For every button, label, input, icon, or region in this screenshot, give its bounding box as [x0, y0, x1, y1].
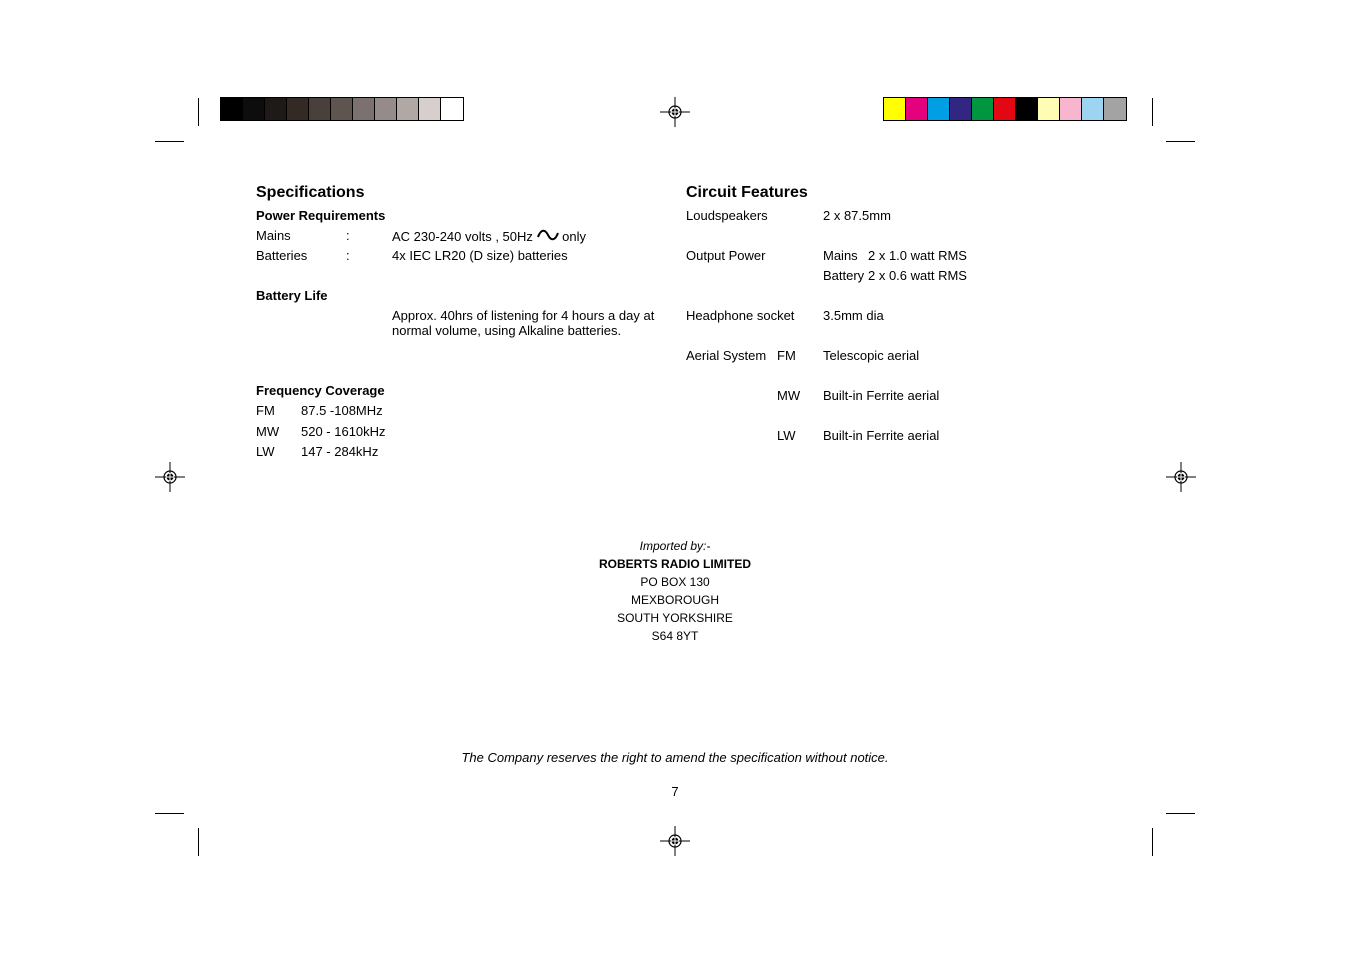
crop-mark-top-left-v — [198, 98, 199, 126]
frequency-range: 87.5 -108MHz — [301, 403, 383, 418]
crop-mark-top-right-v — [1152, 98, 1153, 126]
importer-address-line: SOUTH YORKSHIRE — [617, 611, 733, 625]
aerial-system-label: Aerial System — [686, 348, 767, 363]
output-battery-label: Battery — [823, 268, 865, 283]
color-swatch — [353, 98, 375, 120]
crop-mark-top-right-h — [1166, 141, 1195, 142]
frequency-band: LW — [256, 444, 275, 459]
color-swatch — [950, 98, 972, 120]
color-swatch — [1082, 98, 1104, 120]
batteries-colon: : — [346, 248, 350, 263]
color-swatch — [972, 98, 994, 120]
batteries-label: Batteries — [256, 248, 308, 263]
battery-life-line-2: normal volume, using Alkaline batteries. — [392, 323, 622, 338]
importer-company: ROBERTS RADIO LIMITED — [599, 557, 751, 571]
headphone-socket-value: 3.5mm dia — [823, 308, 884, 323]
registration-mark-icon — [660, 97, 690, 127]
color-swatch — [1104, 98, 1126, 120]
circuit-features-title: Circuit Features — [686, 184, 808, 201]
crop-mark-bottom-right-v — [1152, 828, 1153, 856]
color-swatch — [375, 98, 397, 120]
color-swatch — [1038, 98, 1060, 120]
color-swatch — [928, 98, 950, 120]
disclaimer: The Company reserves the right to amend the specification without notice. — [461, 750, 889, 765]
power-requirements-heading: Power Requirements — [256, 208, 386, 223]
mains-value — [392, 228, 586, 245]
output-mains-value: 2 x 1.0 watt RMS — [868, 248, 967, 263]
color-swatch — [397, 98, 419, 120]
aerial-band: FM — [777, 348, 796, 363]
crop-mark-top-left-h — [155, 141, 184, 142]
importer-address-line: PO BOX 130 — [640, 575, 710, 589]
color-swatch — [419, 98, 441, 120]
crop-mark-bottom-right-h — [1166, 813, 1195, 814]
battery-life-heading: Battery Life — [256, 288, 328, 303]
importer-address-line: S64 8YT — [651, 629, 699, 643]
registration-mark-icon — [660, 826, 690, 856]
headphone-socket-label: Headphone socket — [686, 308, 795, 323]
aerial-band: MW — [777, 388, 801, 403]
aerial-value: Built-in Ferrite aerial — [823, 388, 940, 403]
battery-life-line-1: Approx. 40hrs of listening for 4 hours a day at — [392, 308, 655, 323]
color-swatch — [287, 98, 309, 120]
frequency-band: MW — [256, 424, 280, 439]
mains-only: only — [562, 229, 587, 244]
mains-label: Mains — [256, 228, 291, 243]
frequency-band: FM — [256, 403, 275, 418]
ac-sine-wave-icon — [537, 228, 559, 242]
color-swatch — [994, 98, 1016, 120]
color-swatch — [265, 98, 287, 120]
loudspeakers-value: 2 x 87.5mm — [823, 208, 891, 223]
color-swatch — [331, 98, 353, 120]
loudspeakers-label: Loudspeakers — [686, 208, 768, 223]
aerial-value: Telescopic aerial — [823, 348, 920, 363]
mains-colon: : — [346, 228, 350, 243]
color-swatch-bar — [883, 97, 1127, 121]
aerial-band: LW — [777, 428, 796, 443]
mains-voltage: AC 230-240 volts , 50Hz — [392, 229, 533, 244]
page-number: 7 — [671, 784, 679, 799]
color-swatch — [309, 98, 331, 120]
registration-mark-icon — [1166, 462, 1196, 492]
output-battery-value: 2 x 0.6 watt RMS — [868, 268, 967, 283]
importer-address-line: MEXBOROUGH — [630, 593, 719, 607]
crop-mark-bottom-left-v — [198, 828, 199, 856]
color-swatch — [441, 98, 463, 120]
color-swatch — [906, 98, 928, 120]
batteries-value: 4x IEC LR20 (D size) batteries — [392, 248, 568, 263]
output-power-label: Output Power — [686, 248, 766, 263]
registration-mark-icon — [155, 462, 185, 492]
specifications-title: Specifications — [256, 184, 365, 201]
frequency-coverage-heading: Frequency Coverage — [256, 383, 385, 398]
output-mains-label: Mains — [823, 248, 858, 263]
aerial-value: Built-in Ferrite aerial — [823, 428, 940, 443]
color-swatch — [1060, 98, 1082, 120]
gray-swatch-bar — [220, 97, 464, 121]
color-swatch — [884, 98, 906, 120]
imported-by-label: Imported by:- — [639, 539, 711, 553]
frequency-range: 147 - 284kHz — [301, 444, 379, 459]
color-swatch — [1016, 98, 1038, 120]
color-swatch — [221, 98, 243, 120]
color-swatch — [243, 98, 265, 120]
frequency-range: 520 - 1610kHz — [301, 424, 386, 439]
crop-mark-bottom-left-h — [155, 813, 184, 814]
